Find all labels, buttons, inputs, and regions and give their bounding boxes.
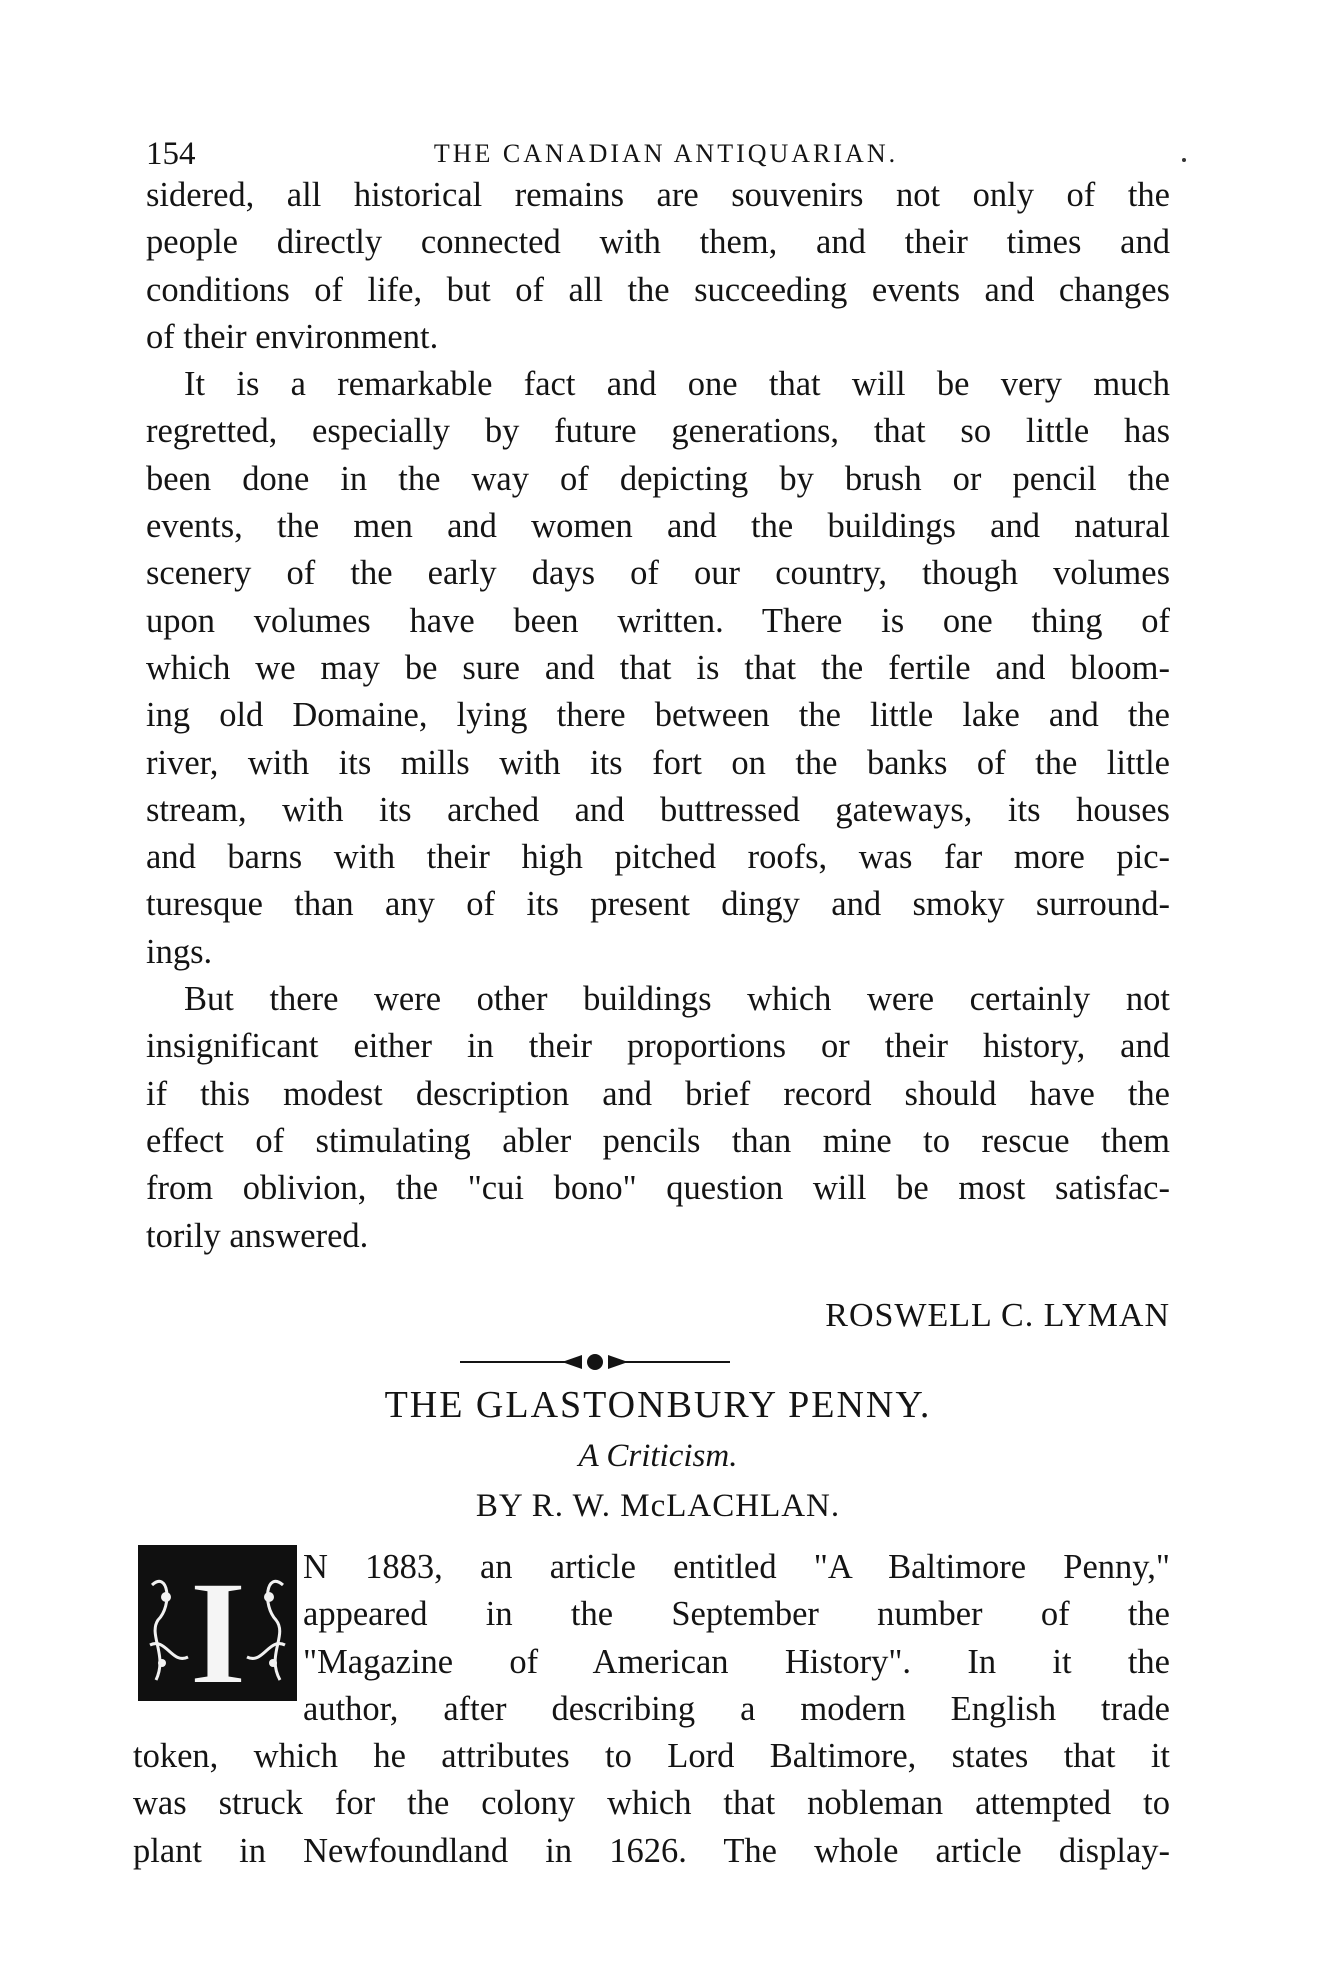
text-line: ing old Domaine, lying there between the little lake and the — [146, 696, 1170, 735]
page-number: 154 — [146, 136, 196, 172]
article-subtitle: A Criticism. — [578, 1438, 738, 1474]
text-line: been done in the way of depicting by brush or pencil the — [146, 459, 1170, 498]
print-speck — [1182, 158, 1186, 162]
text-line: token, which he attributes to Lord Baltimore, states that it — [133, 1737, 1170, 1775]
text-line: scenery of the early days of our country, though volumes — [146, 554, 1170, 593]
text-line: upon volumes have been written. There is one thing of — [146, 601, 1170, 640]
article-body-text — [133, 1733, 1170, 1875]
text-line: author, after describing a modern English trade — [303, 1689, 1170, 1728]
text-line: if this modest description and brief record should have the — [146, 1074, 1170, 1113]
text-line: from oblivion, the "cui bono" question will be most satisfac- — [146, 1169, 1170, 1208]
text-line: effect of stimulating abler pencils than mine to rescue them — [146, 1121, 1170, 1160]
text-line: insignificant either in their proportions or their history, and — [146, 1027, 1170, 1066]
text-line: sidered, all historical remains are souvenirs not only of the — [146, 176, 1170, 214]
text-line: But there were other buildings which were certainly not — [184, 980, 1170, 1019]
text-line: turesque than any of its present dingy and smoky surround- — [146, 885, 1170, 924]
text-line: events, the men and women and the buildings and natural — [146, 507, 1170, 546]
text-line: was struck for the colony which that nobleman attempted to — [133, 1784, 1170, 1823]
text-line: people directly connected with them, and their times and — [146, 223, 1170, 262]
text-line: and barns with their high pitched roofs, was far more pic- — [146, 838, 1170, 877]
text-line: river, with its mills with its fort on the banks of the little — [146, 743, 1170, 782]
section-divider-ornament — [460, 1350, 730, 1374]
text-line: of their environment. — [146, 317, 439, 356]
article-opening-text — [303, 1544, 1170, 1733]
text-line: regretted, especially by future generations, that so little has — [146, 412, 1170, 451]
text-line: It is a remarkable fact and one that will be very much — [184, 365, 1170, 404]
text-line: ings. — [146, 932, 213, 971]
previous-article-text — [146, 172, 1170, 1260]
running-title: THE CANADIAN ANTIQUARIAN. — [433, 139, 899, 168]
article-byline: BY R. W. McLACHLAN. — [475, 1488, 841, 1524]
text-line: "Magazine of American History". In it the — [303, 1642, 1170, 1681]
drop-cap-letter: I — [188, 1550, 248, 1701]
text-line: plant in Newfoundland in 1626. The whole article display- — [133, 1831, 1170, 1870]
text-line: stream, with its arched and buttressed gateways, its houses — [146, 790, 1170, 829]
text-line: appeared in the September number of the — [303, 1595, 1170, 1634]
article-title: THE GLASTONBURY PENNY. — [384, 1384, 932, 1426]
drop-cap-initial — [138, 1545, 297, 1701]
text-line: which we may be sure and that is that the fertile and bloom- — [146, 648, 1170, 687]
author-signature: ROSWELL C. LYMAN — [825, 1297, 1170, 1334]
text-line: N 1883, an article entitled "A Baltimore Penny," — [303, 1548, 1170, 1586]
text-line: torily answered. — [146, 1216, 369, 1255]
text-line: conditions of life, but of all the succeeding events and changes — [146, 270, 1170, 309]
ornamental-letter-i-icon — [138, 1545, 297, 1701]
